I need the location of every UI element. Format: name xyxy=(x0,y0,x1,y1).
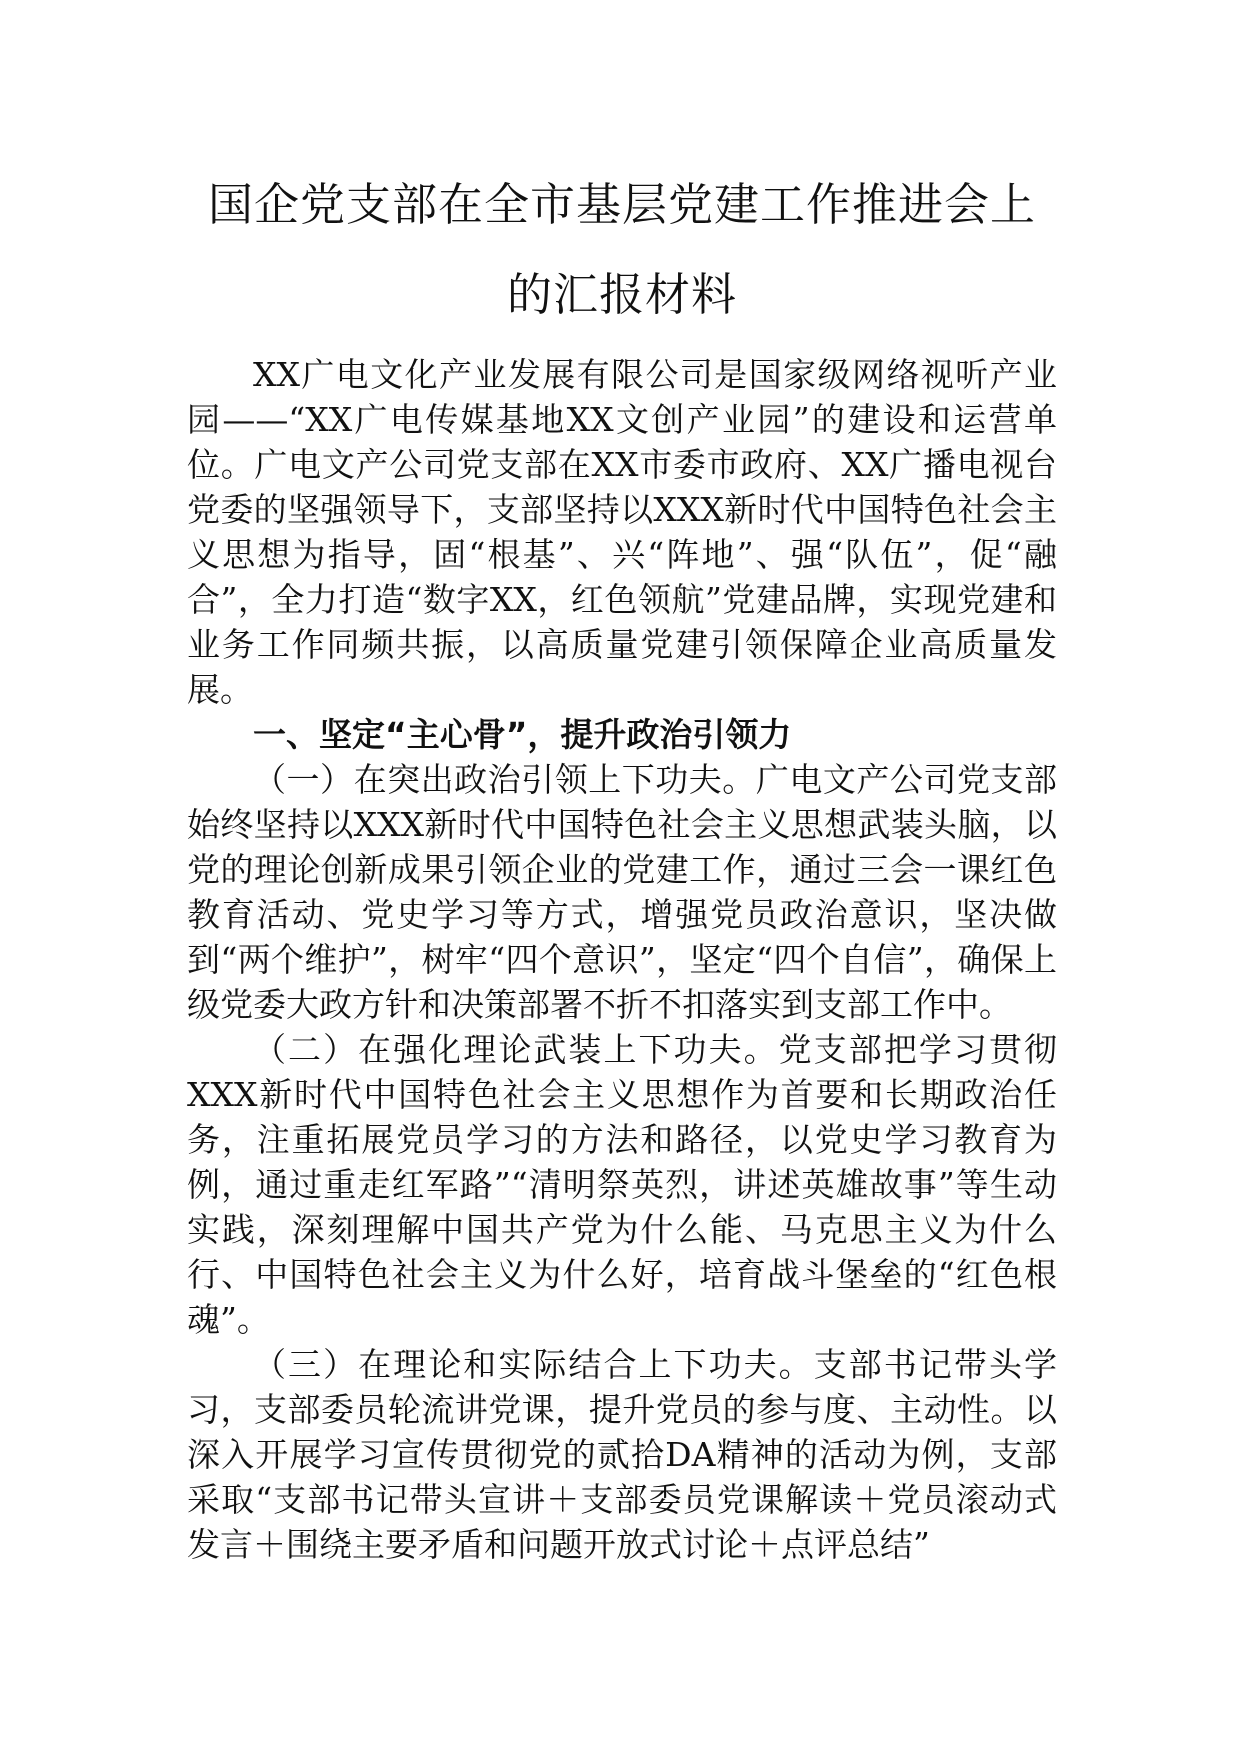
document-body xyxy=(187,352,1057,1567)
section-heading-1: 一、坚定“主心骨”，提升政治引领力 xyxy=(253,715,792,754)
document-page xyxy=(187,160,1057,1567)
title-line-2: 的汇报材料 xyxy=(506,268,737,321)
document-title xyxy=(187,160,1057,340)
intro-paragraph: XX广电文化产业发展有限公司是国家级网络视听产业园——“XX广电传媒基地XX文创产业园”的建设和运营单位。广电文产公司党支部在XX市委市政府、XX广播电视台党委的坚强领导下，支部坚持以XXX新时代中国特色社会主义思想为指导，固“根基”、兴“阵地”、强“队伍”，促“融合”，全力打造“数字XX，红色领航”党建品牌，实现党建和业务工作同频共振，以高质量党建引领保障企业高质量发展。 xyxy=(187,355,1057,709)
title-line-1: 国企党支部在全市基层党建工作推进会上 xyxy=(207,178,1036,231)
paragraph-1-1: （一）在突出政治引领上下功夫。广电文产公司党支部始终坚持以XXX新时代中国特色社会主义思想武装头脑，以党的理论创新成果引领企业的党建工作，通过三会一课红色教育活动、党史学习等方式，增强党员政治意识，坚决做到“两个维护”，树牢“四个意识”，坚定“四个自信”，确保上级党委大政方针和决策部署不折不扣落实到支部工作中。 xyxy=(187,760,1057,1024)
paragraph-1-3: （三）在理论和实际结合上下功夫。支部书记带头学习，支部委员轮流讲党课，提升党员的参与度、主动性。以深入开展学习宣传贯彻党的贰拾DA精神的活动为例，支部采取“支部书记带头宣讲＋支部委员党课解读＋党员滚动式发言＋围绕主要矛盾和问题开放式讨论＋点评总结” xyxy=(187,1345,1057,1564)
paragraph-1-2: （二）在强化理论武装上下功夫。党支部把学习贯彻XXX新时代中国特色社会主义思想作为首要和长期政治任务，注重拓展党员学习的方法和路径，以党史学习教育为例，通过重走红军路”“清明祭英烈，讲述英雄故事”等生动实践，深刻理解中国共产党为什么能、马克思主义为什么行、中国特色社会主义为什么好，培育战斗堡垒的“红色根魂”。 xyxy=(187,1030,1057,1339)
